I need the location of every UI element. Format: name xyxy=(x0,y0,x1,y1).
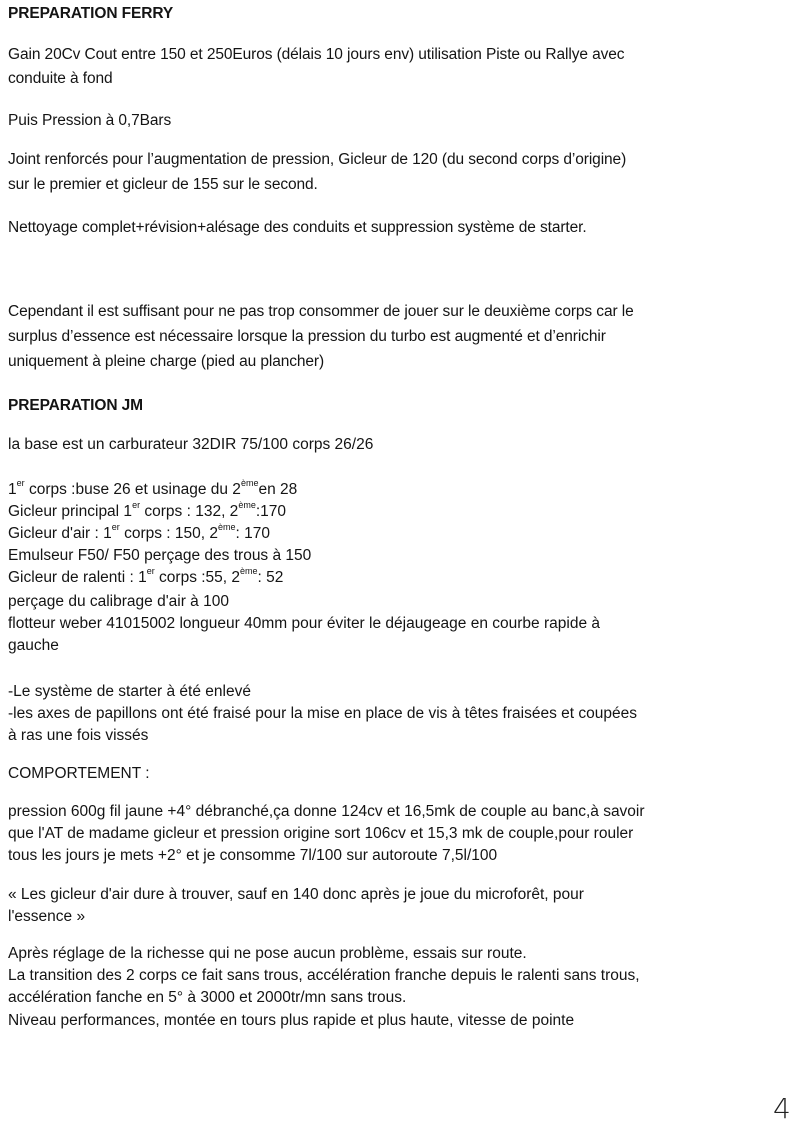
result-line-1: Après réglage de la richesse qui ne pose aucun problème, essais sur route. xyxy=(8,945,527,962)
ferry-paragraph-3-line-1: Joint renforcés pour l’augmentation de pression, Gicleur de 120 (du second corps d’origine) xyxy=(8,151,627,168)
ferry-paragraph-5-line-2: surplus d’essence est nécessaire lorsque la pression du turbo est augmenté et d’enrichir xyxy=(8,328,606,345)
jm-spec-line-6: perçage du calibrage d'air à 100 xyxy=(8,593,229,610)
ferry-paragraph-1-line-1: Gain 20Cv Cout entre 150 et 250Euros (délais 10 jours env) utilisation Piste ou Rallye avec xyxy=(8,46,625,63)
result-line-4: Niveau performances, montée en tours plus rapide et plus haute, vitesse de pointe xyxy=(8,1012,575,1029)
jm-spec-line-4: Emulseur F50/ F50 perçage des trous à 150 xyxy=(8,547,312,564)
jm-spec-line-3: Gicleur d'air : 1er corps : 150, 2ème: 170 xyxy=(8,521,270,542)
jm-spec-line-2: Gicleur principal 1er corps : 132, 2ème:170 xyxy=(8,499,286,520)
jm-note-line-2: -les axes de papillons ont été fraisé pour la mise en place de vis à têtes fraisées et coupées xyxy=(8,705,637,722)
ferry-paragraph-2: Puis Pression à 0,7Bars xyxy=(8,112,172,129)
comportement-line-1: pression 600g fil jaune +4° débranché,ça donne 124cv et 16,5mk de couple au banc,à savoir xyxy=(8,803,645,820)
jm-spec-line-1: 1er corps :buse 26 et usinage du 2èmeen 28 xyxy=(8,477,298,498)
page-number: 4 xyxy=(773,1092,791,1125)
jm-note-line-1: -Le système de starter à été enlevé xyxy=(8,683,251,700)
ferry-paragraph-5-line-3: uniquement à pleine charge (pied au plancher) xyxy=(8,353,325,370)
result-line-2: La transition des 2 corps ce fait sans trous, accélération franche depuis le ralenti sans trous, xyxy=(8,967,640,984)
jm-spec-line-8: gauche xyxy=(8,637,59,654)
heading-preparation-jm: PREPARATION JM xyxy=(8,397,143,414)
heading-comportement: COMPORTEMENT : xyxy=(8,765,150,782)
quote-line-1: « Les gicleur d'air dure à trouver, sauf en 140 donc après je joue du microforêt, pour xyxy=(8,886,584,903)
ferry-paragraph-5-line-1: Cependant il est suffisant pour ne pas trop consommer de jouer sur le deuxième corps car le xyxy=(8,303,634,320)
jm-spec-line-5: Gicleur de ralenti : 1er corps :55, 2ème: 52 xyxy=(8,565,284,586)
jm-note-line-3: à ras une fois vissés xyxy=(8,727,149,744)
comportement-line-3: tous les jours je mets +2° et je consomme 7l/100 sur autoroute 7,5l/100 xyxy=(8,847,498,864)
heading-preparation-ferry: PREPARATION FERRY xyxy=(8,5,174,22)
ferry-paragraph-3-line-2: sur le premier et gicleur de 155 sur le second. xyxy=(8,176,318,193)
jm-spec-line-7: flotteur weber 41015002 longueur 40mm pour éviter le déjaugeage en courbe rapide à xyxy=(8,615,600,632)
ferry-paragraph-4: Nettoyage complet+révision+alésage des conduits et suppression système de starter. xyxy=(8,219,587,236)
quote-line-2: l'essence » xyxy=(8,908,86,925)
ferry-paragraph-1-line-2: conduite à fond xyxy=(8,70,113,87)
result-line-3: accélération fanche en 5° à 3000 et 2000tr/mn sans trous. xyxy=(8,989,407,1006)
comportement-line-2: que l'AT de madame gicleur et pression origine sort 106cv et 15,3 mk de couple,pour rouler xyxy=(8,825,634,842)
jm-base-line: la base est un carburateur 32DIR 75/100 corps 26/26 xyxy=(8,436,374,453)
